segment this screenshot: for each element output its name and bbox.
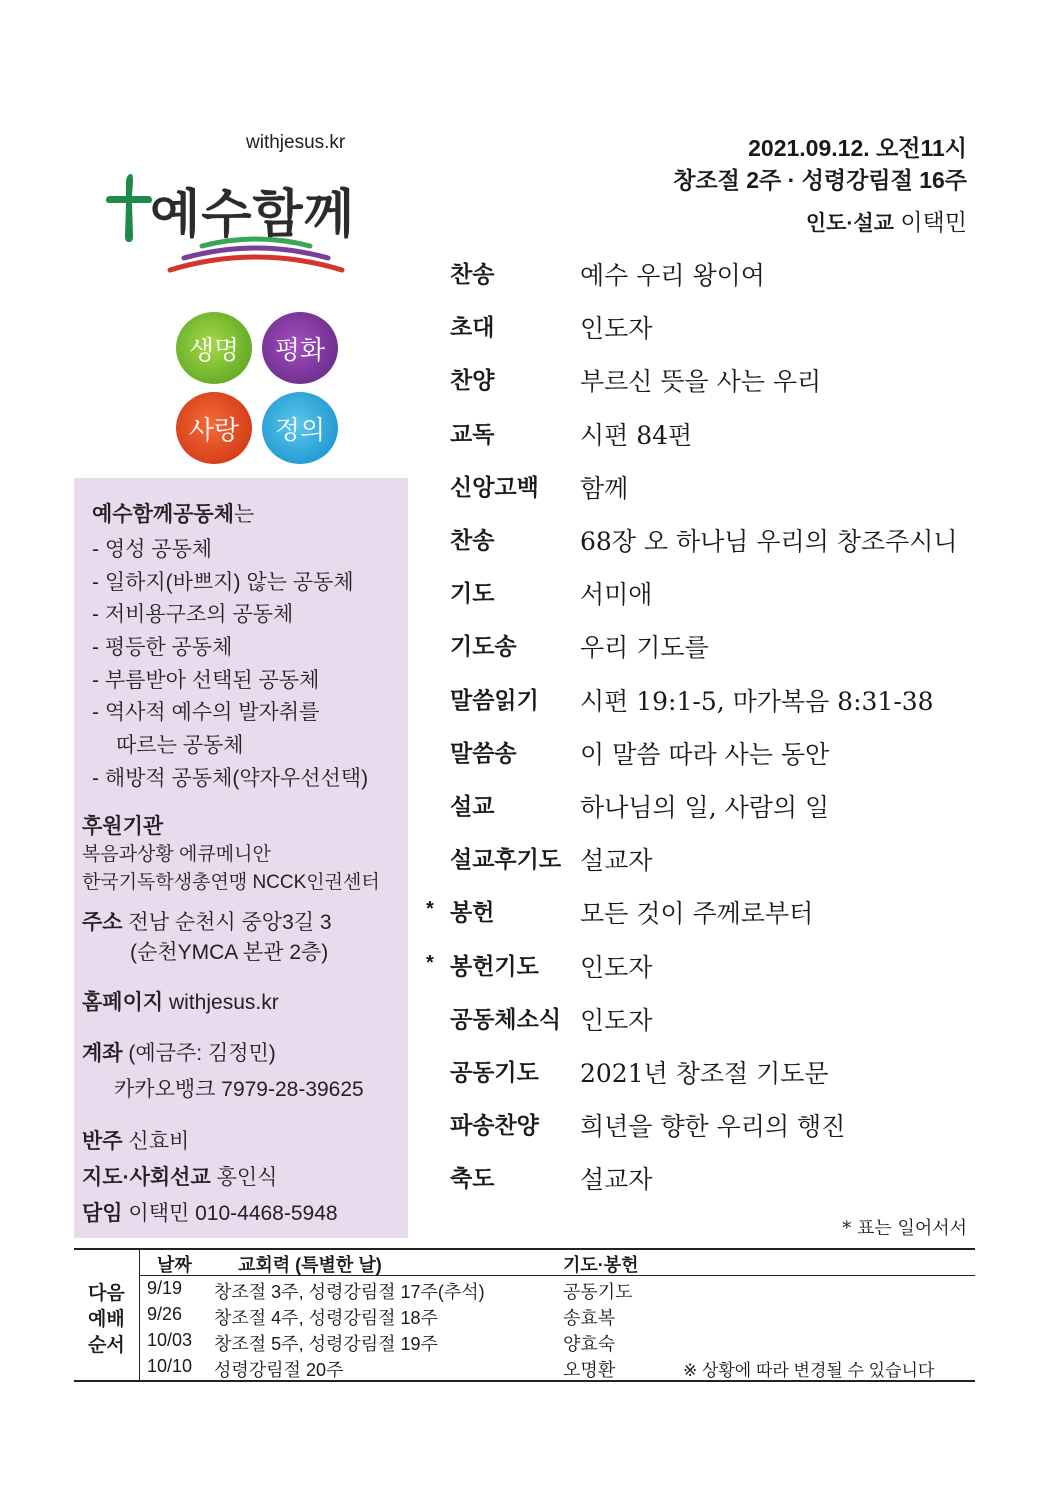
service-item bbox=[420, 1160, 980, 1200]
service-item-value: 시편 19:1-5, 마가복음 8:31-38 bbox=[580, 686, 934, 716]
service-item-value: 우리 기도를 bbox=[580, 633, 709, 663]
schedule-date: 9/19 bbox=[147, 1278, 183, 1298]
service-item-label: 찬양 bbox=[450, 367, 495, 394]
service-item-label: 설교후기도 bbox=[450, 846, 562, 873]
service-item bbox=[420, 469, 980, 509]
logo-arcs-graphic bbox=[164, 236, 348, 288]
community-item: - 역사적 예수의 발자취를 bbox=[92, 701, 320, 724]
service-item-value: 희년을 향한 우리의 행진 bbox=[580, 1112, 846, 1142]
sponsors-line: 한국기독학생총연맹 NCCK인권센터 bbox=[82, 872, 380, 893]
service-item-value: 인도자 bbox=[580, 1005, 653, 1035]
schedule-note: ※ 상황에 따라 변경될 수 있습니다 bbox=[683, 1361, 935, 1380]
service-item-label: 공동기도 bbox=[450, 1059, 539, 1085]
schedule-top-rule bbox=[74, 1248, 975, 1250]
schedule-prayer: 양효숙 bbox=[563, 1334, 616, 1354]
cross-icon bbox=[104, 172, 154, 244]
service-item bbox=[420, 416, 980, 456]
value-justice-badge: 정의 bbox=[262, 392, 338, 464]
liturgical-season: 창조절 2주 · 성령강림절 16주 bbox=[673, 167, 967, 193]
service-item-label: 교독 bbox=[450, 420, 495, 447]
value-love-badge: 사랑 bbox=[176, 392, 252, 464]
schedule-calendar: 창조절 3주, 성령강림절 17주(추석) bbox=[214, 1282, 485, 1302]
community-item: - 평등한 공동체 bbox=[92, 636, 233, 659]
service-item-value: 설교자 bbox=[580, 846, 653, 876]
stand-note: * 표는 일어서서 bbox=[842, 1218, 967, 1239]
service-item-label: 말씀읽기 bbox=[450, 686, 539, 713]
schedule-side-label: 예배 bbox=[88, 1309, 125, 1330]
service-item-value: 모든 것이 주께로부터 bbox=[580, 899, 814, 929]
service-item-label: 봉헌기도 bbox=[450, 952, 539, 979]
community-item: - 부름받아 선택된 공동체 bbox=[92, 669, 320, 692]
service-item bbox=[420, 256, 980, 296]
service-item-label: 말씀송 bbox=[450, 739, 517, 766]
service-item-label: 공동체소식 bbox=[450, 1005, 562, 1032]
schedule-date: 9/26 bbox=[147, 1304, 183, 1324]
service-item-label: 신앙고백 bbox=[450, 473, 539, 500]
service-datetime: 2021.09.12. 오전11시 bbox=[748, 135, 967, 161]
community-item: 따르는 공동체 bbox=[116, 734, 244, 757]
service-leader: 인도·설교 이택민 bbox=[805, 209, 967, 235]
sponsors-label: 후원기관 bbox=[82, 815, 164, 838]
service-item-value: 68장 오 하나님 우리의 창조주시니 bbox=[580, 527, 958, 556]
schedule-prayer: 송효복 bbox=[563, 1308, 616, 1328]
service-item-value: 예수 우리 왕이여 bbox=[580, 261, 765, 290]
service-item-label: 찬송 bbox=[450, 261, 495, 287]
schedule-prayer: 오명환 bbox=[563, 1360, 616, 1380]
service-item bbox=[420, 841, 980, 881]
homepage-link[interactable]: withjesus.kr bbox=[169, 991, 279, 1014]
schedule-date: 10/03 bbox=[147, 1330, 193, 1350]
schedule-calendar: 창조절 5주, 성령강림절 19주 bbox=[214, 1334, 438, 1354]
community-item: - 일하지(바쁘지) 않는 공동체 bbox=[92, 571, 354, 594]
address-line2: (순천YMCA 본관 2층) bbox=[130, 941, 329, 964]
community-title: 예수함께공동체는 bbox=[92, 503, 255, 526]
service-item-value: 서미애 bbox=[580, 580, 653, 610]
service-item bbox=[420, 522, 980, 562]
schedule-prayer: 공동기도 bbox=[563, 1282, 633, 1302]
service-item bbox=[420, 575, 980, 615]
service-item-value: 인도자 bbox=[580, 952, 653, 982]
service-item bbox=[420, 682, 980, 722]
value-life-badge: 생명 bbox=[176, 312, 252, 384]
community-item: - 영성 공동체 bbox=[92, 538, 213, 561]
service-item bbox=[420, 1054, 980, 1094]
service-item bbox=[420, 1001, 980, 1041]
schedule-header-prayer: 기도·봉헌 bbox=[563, 1255, 639, 1275]
service-item-value: 설교자 bbox=[580, 1165, 653, 1195]
service-item bbox=[420, 894, 980, 934]
service-item bbox=[420, 628, 980, 668]
service-item-value: 부르신 뜻을 사는 우리 bbox=[580, 367, 822, 397]
schedule-date: 10/10 bbox=[147, 1356, 193, 1376]
service-item-label: 봉헌 bbox=[450, 899, 495, 926]
schedule-header-calendar: 교회력 (특별한 날) bbox=[238, 1255, 382, 1275]
service-item-label: 기도송 bbox=[450, 633, 517, 660]
service-item-value: 2021년 창조절 기도문 bbox=[580, 1059, 829, 1088]
schedule-calendar: 창조절 4주, 성령강림절 18주 bbox=[214, 1308, 438, 1328]
service-item bbox=[420, 309, 980, 349]
service-item-value: 이 말씀 따라 사는 동안 bbox=[580, 739, 830, 769]
community-item: - 해방적 공동체(약자우선선택) bbox=[92, 767, 369, 790]
standing-marker: * bbox=[426, 898, 434, 921]
schedule-divider bbox=[139, 1249, 140, 1380]
standing-marker: * bbox=[426, 951, 434, 974]
service-item-value: 인도자 bbox=[580, 314, 653, 344]
account-number: 카카오뱅크 7979-28-39625 bbox=[114, 1078, 364, 1101]
service-item-value: 함께 bbox=[580, 473, 629, 503]
service-item bbox=[420, 362, 980, 402]
senior-pastor: 담임 이택민 010-4468-5948 bbox=[82, 1202, 338, 1225]
service-item-label: 파송찬양 bbox=[450, 1112, 539, 1139]
service-item bbox=[420, 735, 980, 775]
schedule-side-label: 다음 bbox=[88, 1283, 125, 1304]
pianist: 반주 신효비 bbox=[82, 1130, 190, 1153]
homepage: 홈페이지 withjesus.kr bbox=[82, 991, 279, 1014]
logo-title: 예수함께 bbox=[150, 186, 355, 244]
service-item-label: 기도 bbox=[450, 580, 495, 607]
site-url: withjesus.kr bbox=[246, 132, 346, 153]
service-item-value: 시편 84편 bbox=[580, 420, 693, 450]
account: 계좌 (예금주: 김정민) bbox=[82, 1042, 276, 1065]
schedule-side-label: 순서 bbox=[88, 1335, 125, 1356]
service-item-label: 축도 bbox=[450, 1165, 495, 1192]
service-item bbox=[420, 1107, 980, 1147]
sponsors-line: 복음과상황 에큐메니안 bbox=[82, 844, 271, 865]
community-item: - 저비용구조의 공동체 bbox=[92, 603, 294, 626]
mission-pastor: 지도·사회선교 홍인식 bbox=[82, 1166, 278, 1189]
address: 주소 전남 순천시 중앙3길 3 bbox=[82, 911, 332, 934]
service-item bbox=[420, 948, 980, 988]
service-item-label: 초대 bbox=[450, 314, 495, 341]
service-item-label: 설교 bbox=[450, 793, 495, 819]
community-info-box bbox=[74, 478, 408, 1238]
service-item-value: 하나님의 일, 사람의 일 bbox=[580, 793, 830, 822]
schedule-calendar: 성령강림절 20주 bbox=[214, 1360, 344, 1380]
service-item-label: 찬송 bbox=[450, 527, 495, 553]
service-item bbox=[420, 788, 980, 828]
schedule-header-date: 날짜 bbox=[157, 1255, 192, 1275]
value-peace-badge: 평화 bbox=[262, 312, 338, 384]
